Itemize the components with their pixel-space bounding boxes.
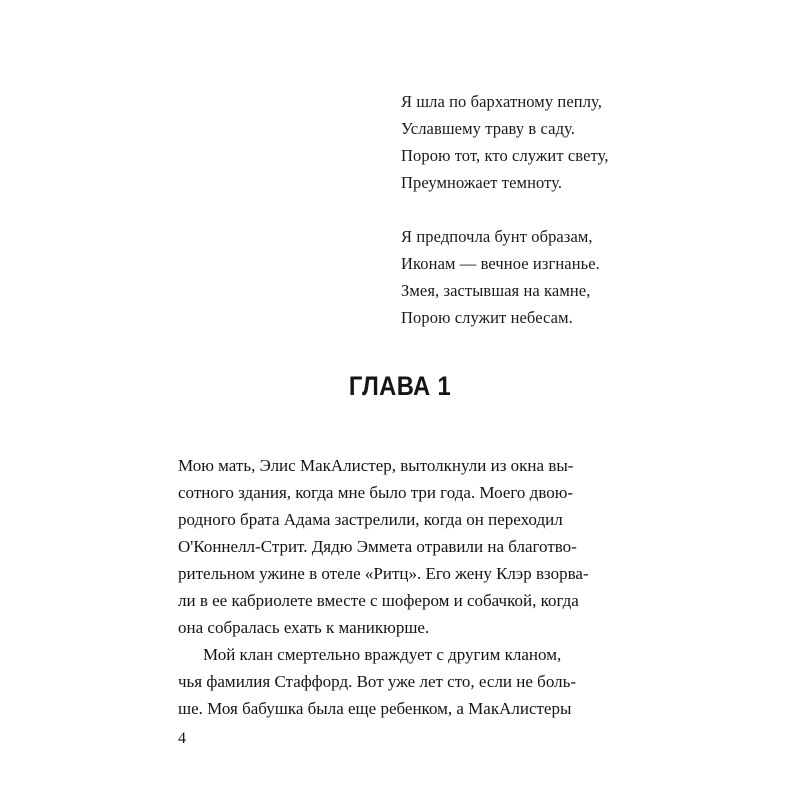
verse-line: Порою служит небесам. <box>401 308 573 327</box>
verse-line: Я шла по бархатному пеплу, <box>401 92 602 111</box>
body-line: родного брата Адама застрелили, когда он переходил <box>178 510 563 529</box>
chapter-heading: ГЛАВА 1 <box>348 371 452 401</box>
epigraph-stanza <box>401 88 701 196</box>
paragraph <box>178 452 673 641</box>
body-line-text: Мой клан смертельно враждует с другим кланом, <box>203 645 562 664</box>
body-line: рительном ужине в отеле «Ритц». Его жену Клэр взорва- <box>178 564 589 583</box>
paragraph <box>178 641 673 722</box>
epigraph-stanza <box>401 223 701 331</box>
body-line <box>178 641 673 668</box>
body-line: ли в ее кабриолете вместе с шофером и собачкой, когда <box>178 591 579 610</box>
epigraph <box>401 88 701 331</box>
page-number: 4 <box>178 730 186 747</box>
body-line: сотного здания, когда мне было три года. Моего двою- <box>178 483 574 502</box>
body-line: Мою мать, Элис МакАлистер, вытолкнули из окна вы- <box>178 456 574 475</box>
body-line: чья фамилия Стаффорд. Вот уже лет сто, если не боль- <box>178 672 576 691</box>
verse-line: Порою тот, кто служит свету, <box>401 146 609 165</box>
verse-line: Я предпочла бунт образам, <box>401 227 593 246</box>
verse-line: Иконам — вечное изгнанье. <box>401 254 600 273</box>
body-line: О'Коннелл-Стрит. Дядю Эммета отравили на благотво- <box>178 537 577 556</box>
body-line: она собралась ехать к маникюрше. <box>178 618 430 637</box>
verse-line: Змея, застывшая на камне, <box>401 281 591 300</box>
verse-line: Уславшему траву в саду. <box>401 119 575 138</box>
verse-line: Преумножает темноту. <box>401 173 563 192</box>
body-text <box>178 452 673 722</box>
body-line: ше. Моя бабушка была еще ребенком, а МакАлистеры <box>178 699 572 718</box>
